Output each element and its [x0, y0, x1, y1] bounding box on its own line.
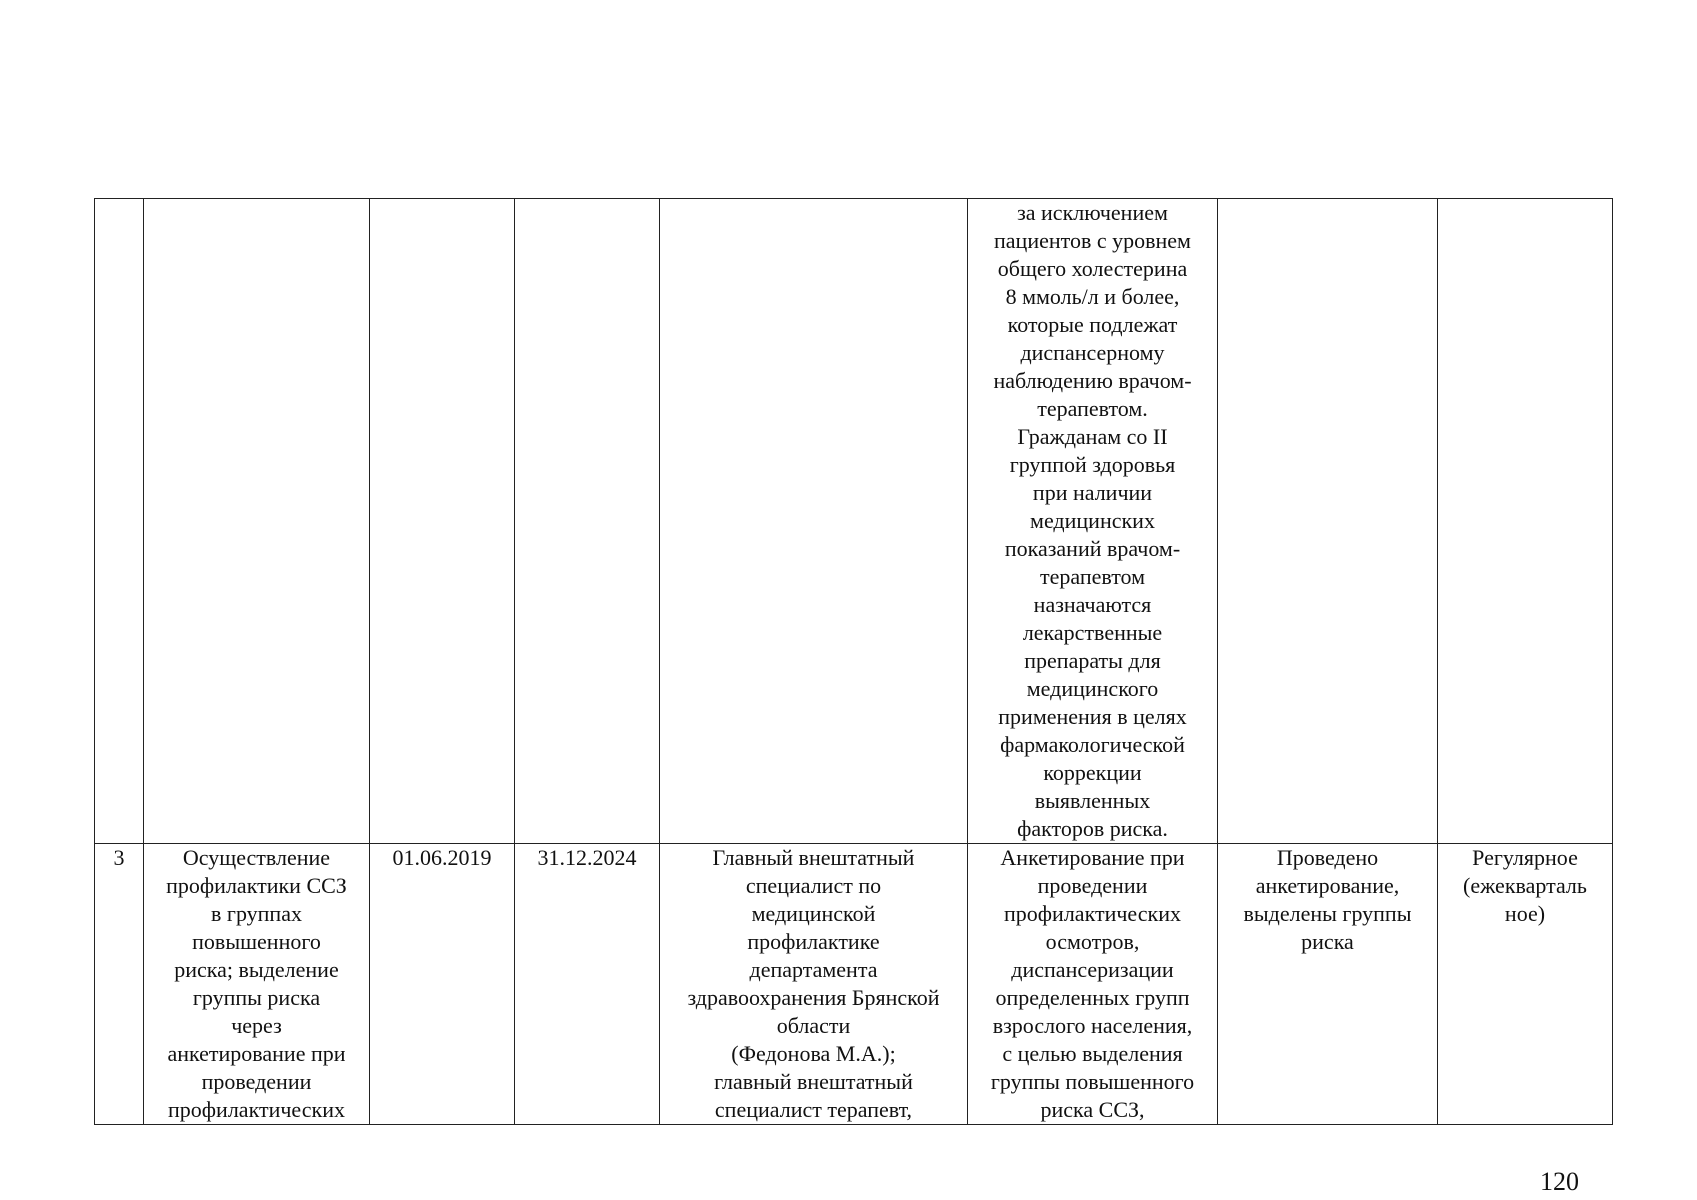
cell-measure — [144, 199, 370, 844]
cell-type: Регулярное (ежекварталь ное) — [1438, 844, 1613, 1125]
cell-measure: Осуществление профилактики ССЗ в группах повышенного риска; выделение группы риска через анкетирование при проведении профилактических — [144, 844, 370, 1125]
table-row-3 — [95, 844, 1613, 1125]
cell-responsible — [660, 199, 968, 844]
table-row-continuation — [95, 199, 1613, 844]
cell-number — [95, 199, 144, 844]
cell-mechanism: Анкетирование при проведении профилактических осмотров, диспансеризации определенных групп взрослого населения, с целью выделения группы повышенного риска ССЗ, — [968, 844, 1218, 1125]
page-number: 120 — [1540, 1167, 1579, 1196]
cell-result: Проведено анкетирование, выделены группы риска — [1218, 844, 1438, 1125]
cell-type — [1438, 199, 1613, 844]
cell-start-date: 01.06.2019 — [370, 844, 515, 1125]
cell-result — [1218, 199, 1438, 844]
cell-responsible: Главный внештатный специалист по медицинской профилактике департамента здравоохранения Брянской области (Федонова М.А.); главный внештатный специалист терапевт, — [660, 844, 968, 1125]
cell-end-date — [515, 199, 660, 844]
cell-end-date: 31.12.2024 — [515, 844, 660, 1125]
cell-number: 3 — [95, 844, 144, 1125]
cell-mechanism: за исключением пациентов с уровнем общего холестерина 8 ммоль/л и более, которые подлежат диспансерному наблюдению врачом- терапевтом. Гражданам со II группой здоровья при наличии медицинских показаний врачом- терапевтом назначаются лекарственные препараты для медицинского применения в целях фармакологической коррекции выявленных факторов риска. — [968, 199, 1218, 844]
cell-start-date — [370, 199, 515, 844]
measures-table — [94, 198, 1613, 1125]
